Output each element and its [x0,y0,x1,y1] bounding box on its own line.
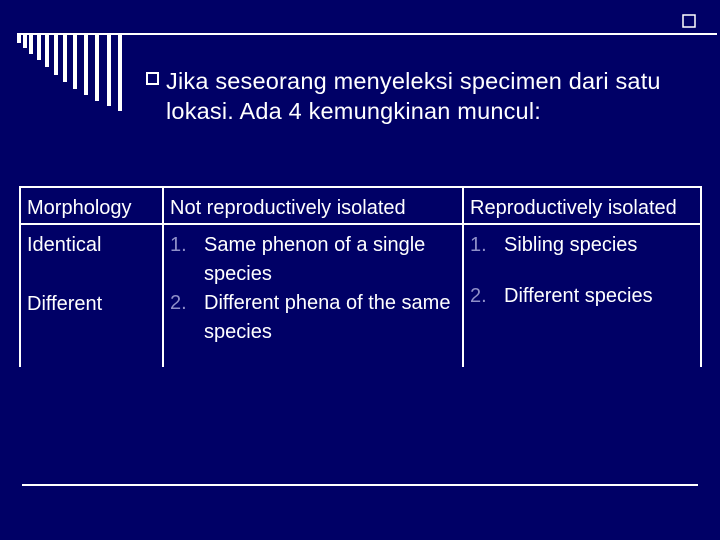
bottom-divider [22,484,698,486]
bullet-point [146,66,686,126]
list-item [170,231,456,289]
list-text: Different phena of the same species [204,292,451,343]
list-item [470,282,694,311]
list-number: 1. [170,234,187,256]
list-number: 2. [170,292,187,314]
table-body-row [20,224,701,367]
list-number: 2. [470,285,487,307]
square-bullet-icon [146,72,159,85]
header-morphology: Morphology [20,187,163,224]
isolated-cell [463,224,701,367]
table-header-row [20,187,701,224]
bullet-text: Jika seseorang menyeleksi specimen dari satu lokasi. Ada 4 kemungkinan muncul: [166,68,661,124]
list-text: Same phenon of a single species [204,234,426,285]
header-not-reproductively-isolated: Not reproductively isolated [163,187,463,224]
list-item [170,289,456,347]
list-text: Sibling species [504,234,638,256]
row-label-different: Different [27,293,103,315]
row-label-identical: Identical [27,234,102,256]
list-text: Different species [504,285,653,307]
list-item [470,231,694,260]
row-labels-cell [20,224,163,367]
list-number: 1. [470,234,487,256]
species-table [19,186,702,367]
not-isolated-cell [163,224,463,367]
header-reproductively-isolated: Reproductively isolated [463,187,701,224]
